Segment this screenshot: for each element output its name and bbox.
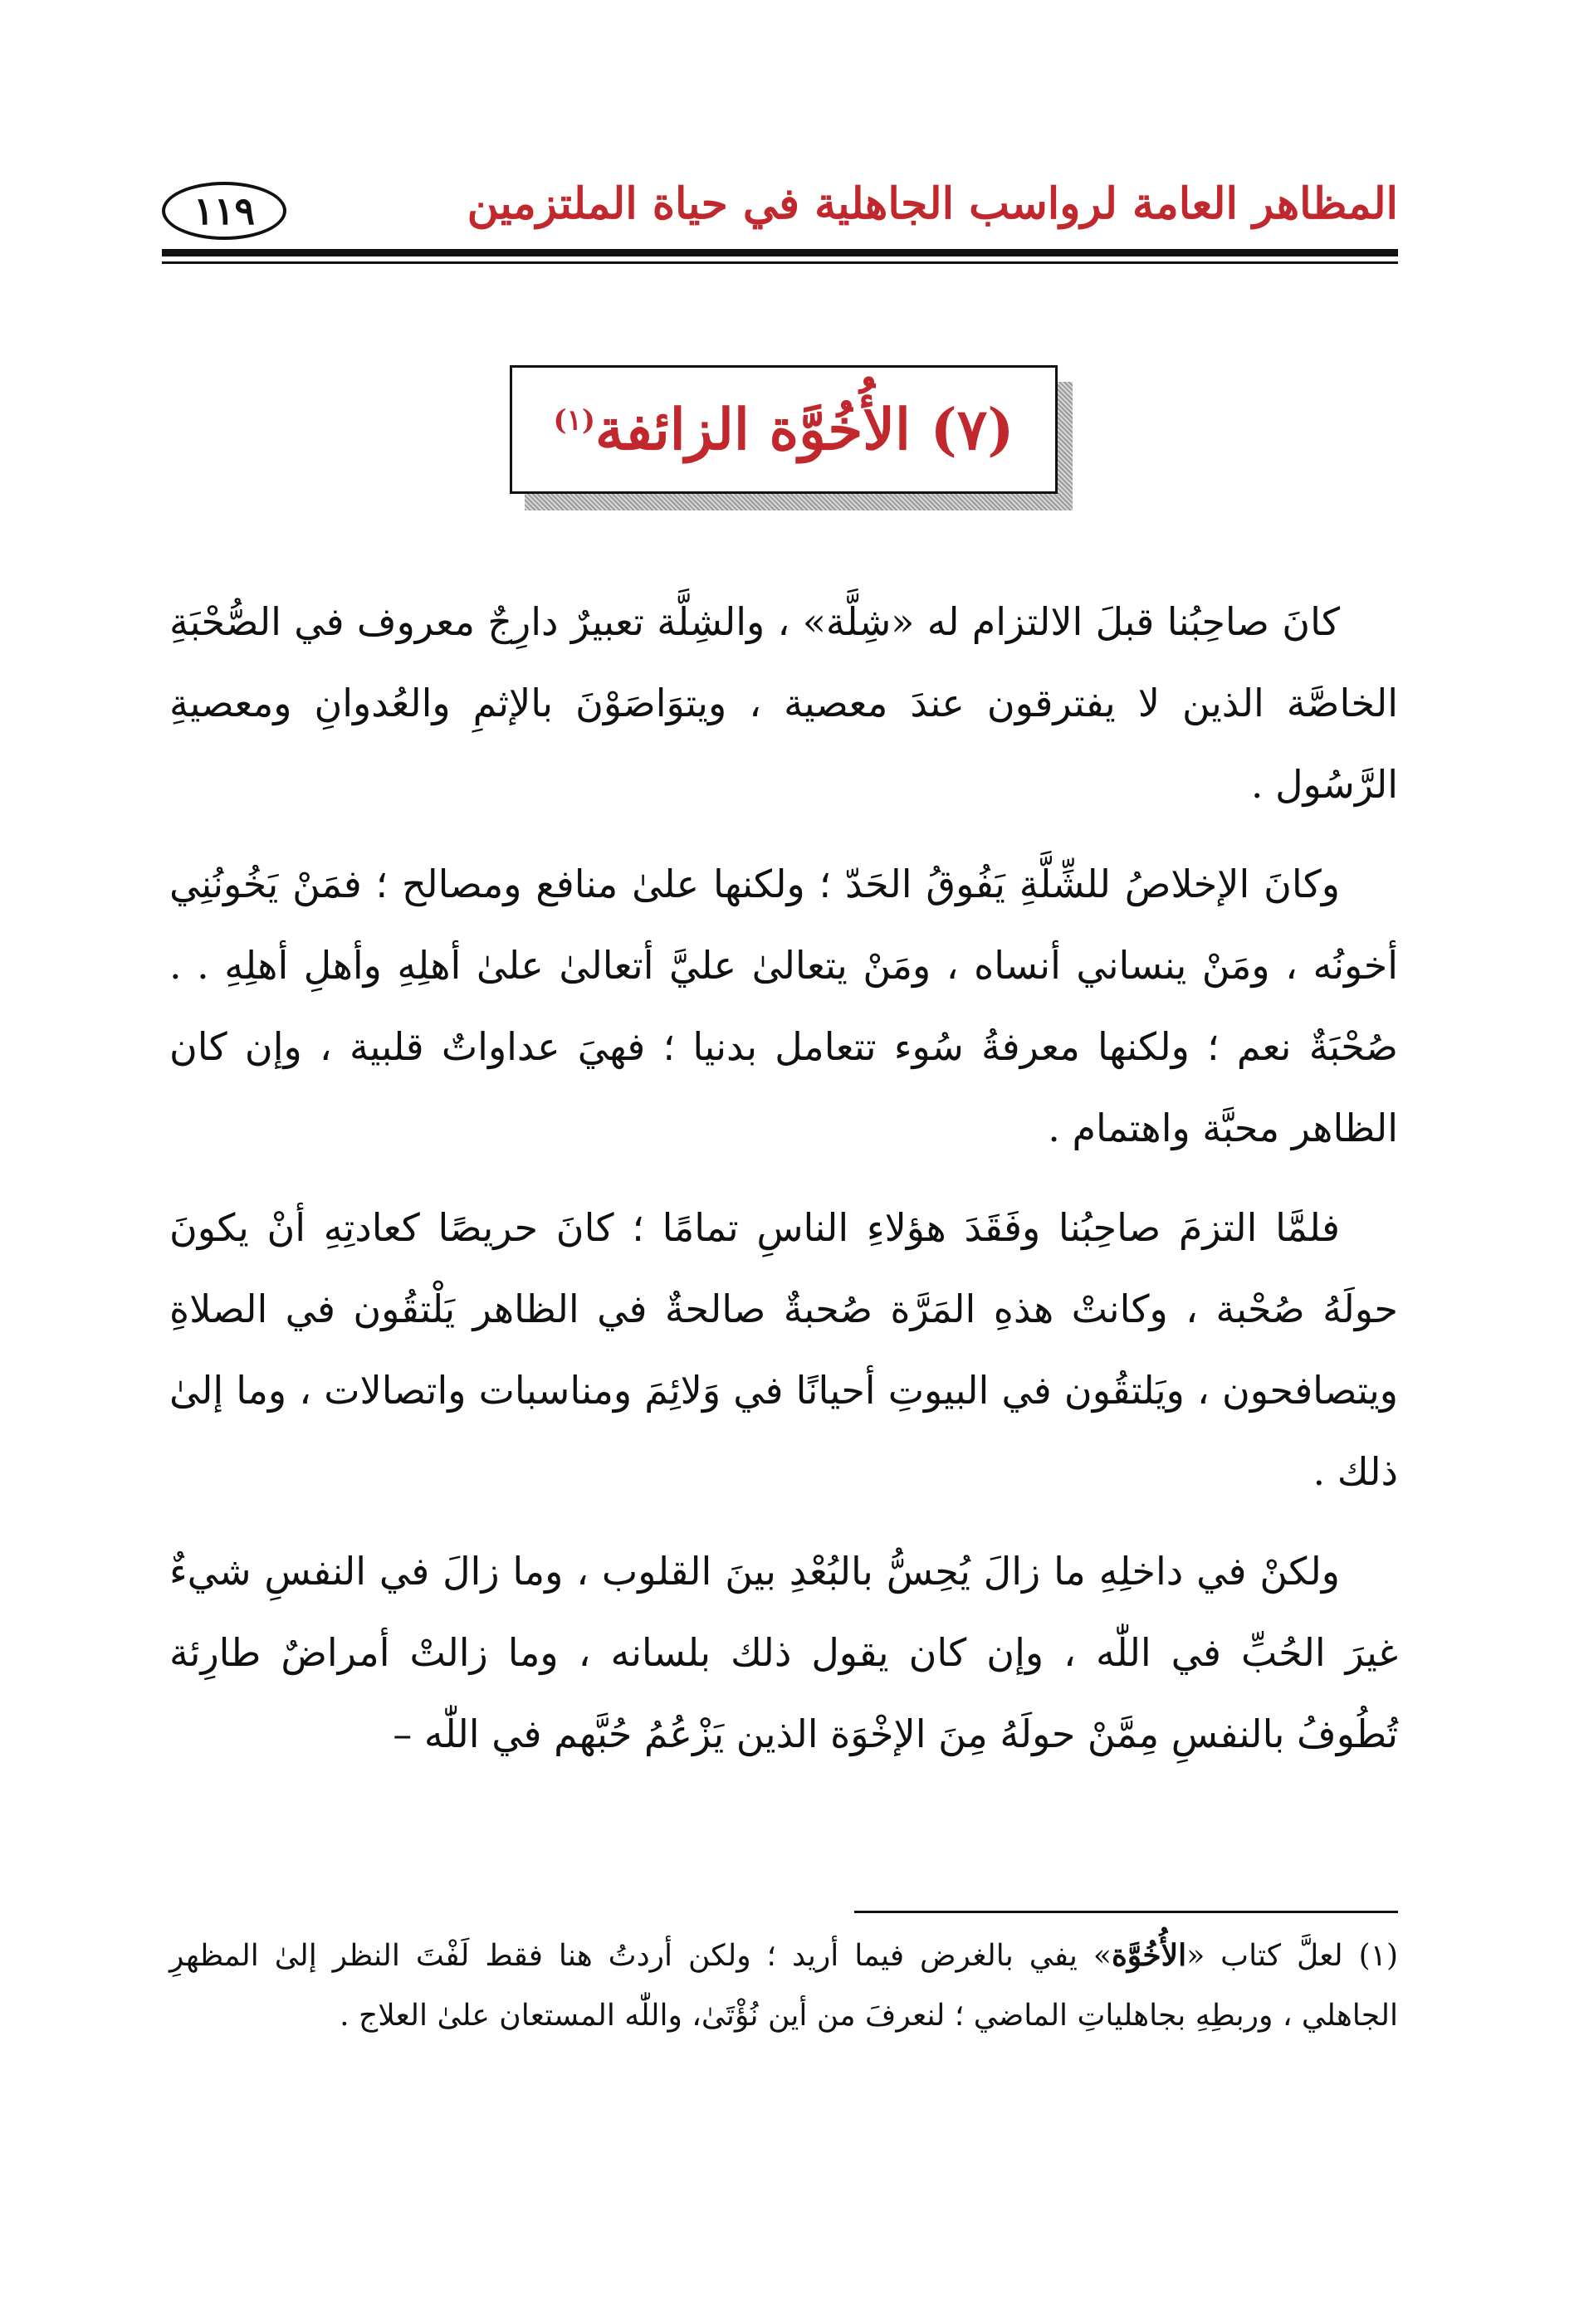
paragraph: ولكنْ في داخلِهِ ما زالَ يُحِسُّ بالبُعْدِ بينَ القلوب ، وما زالَ في النفسِ شيءٌ غيرَ الحُبِّ في اللّٰه ، وإن كان يقول ذلك بلسانه ، وما زالتْ أمراضٌ طارِئة تُطُوفُ بالنفسِ مِمَّنْ حولَهُ مِنَ الإخْوَة الذين يَزْعُمُ حُبَّهم في اللّٰه – xyxy=(169,1549,1398,1756)
paragraph: فلمَّا التزمَ صاحِبُنا وفَقَدَ هؤلاءِ الناسِ تمامًا ؛ كانَ حريصًا كعادتِهِ أنْ يكونَ حولَهُ صُحْبة ، وكانتْ هذهِ المَرَّة صُحبةٌ صالحةٌ في الظاهر يَلْتقُون في الصلاةِ ويتصافحون ، ويَلتقُون في البيوتِ أحيانًا في وَلائِمَ ومناسبات واتصالات ، وما إلىٰ ذلك . xyxy=(169,1205,1398,1494)
page-number-badge: ١١٩ xyxy=(162,182,286,240)
body-text xyxy=(169,581,1398,1793)
footnote-prefix: لعلَّ كتاب « xyxy=(1186,1939,1343,1973)
running-title: المظاهر العامة لرواسب الجاهلية في حياة الملتزمين xyxy=(467,178,1398,229)
running-header xyxy=(162,170,1398,261)
footnote xyxy=(169,1926,1398,2046)
paragraph: وكانَ الإخلاصُ للشِّلَّةِ يَفُوقُ الحَدّ ؛ ولكنها علىٰ منافع ومصالح ؛ فمَنْ يَخُونُنِي أخونُه ، ومَنْ ينساني أنساه ، ومَنْ يتعالىٰ عليَّ أتعالىٰ علىٰ أهلِهِ وأهلِ أهلِهِ . . صُحْبَةٌ نعم ؛ ولكنها معرفةُ سُوء تتعامل بدنيا ؛ فهيَ عداواتٌ قلبية ، وإن كان الظاهر محبَّة واهتمام . xyxy=(169,862,1398,1150)
footnote-separator xyxy=(854,1911,1398,1913)
footnote-reference: (١) xyxy=(553,403,595,437)
chapter-title-frame xyxy=(510,365,1074,510)
chapter-title-box xyxy=(510,365,1058,494)
header-rule-thin xyxy=(162,261,1398,264)
footnote-marker: (١) xyxy=(1358,1939,1399,1973)
footnote-text xyxy=(169,1926,1398,2046)
footnote-body: » يفي بالغرض فيما أريد ؛ ولكن أردتُ هنا فقط لَفْتَ النظر إلىٰ المظهرِ الجاهلي ، وربطِهِ بجاهلياتِ الماضي ؛ لنعرفَ من أين نُؤْتَىٰ، واللّٰه المستعان علىٰ العلاج . xyxy=(169,1939,1398,2033)
chapter-title xyxy=(554,397,1014,463)
header-rule-thick xyxy=(162,249,1398,256)
chapter-title-text: (٧) الأُخُوَّة الزائفة xyxy=(594,396,1014,463)
paragraph: كانَ صاحِبُنا قبلَ الالتزام له «شِلَّة» ، والشِلَّة تعبيرٌ دارِجٌ معروف في الصُّحْبَةِ الخاصَّة الذين لا يفترقون عندَ معصية ، ويتوَاصَوْنَ بالإثمِ والعُدوانِ ومعصيةِ الرَّسُول . xyxy=(169,599,1398,807)
footnote-book-title: الأُخُوَّة xyxy=(1111,1938,1187,1973)
